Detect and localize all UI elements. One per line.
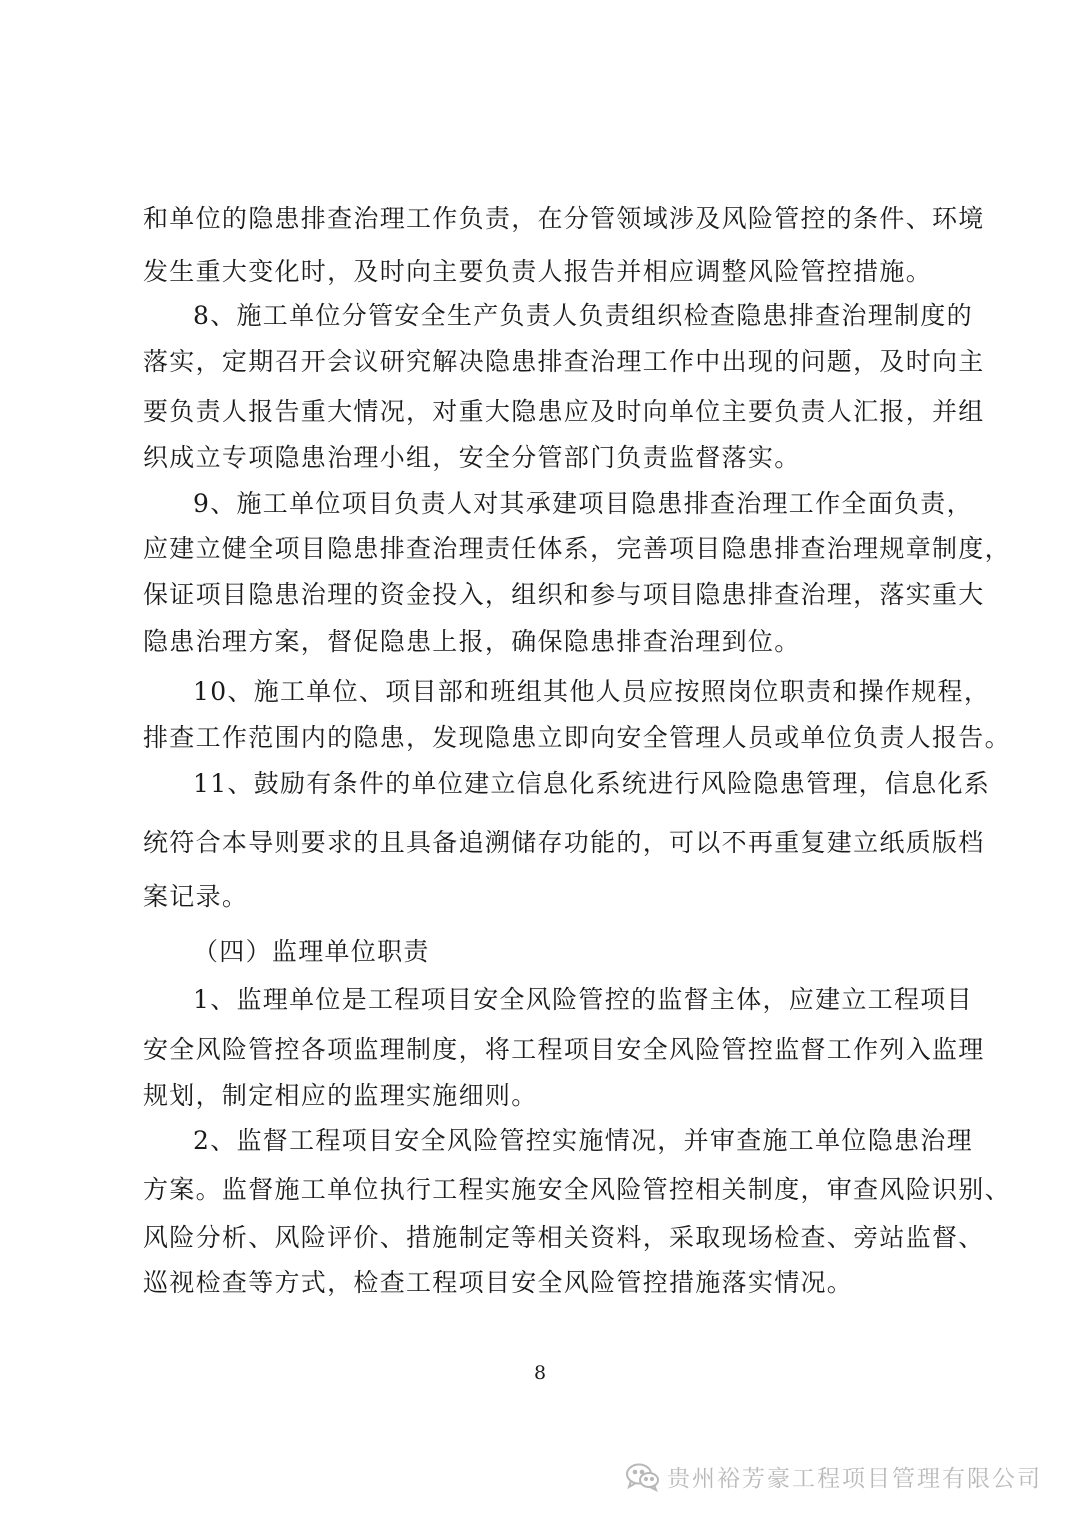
text-line: 9、施工单位项目负责人对其承建项目隐患排查治理工作全面负责，	[193, 489, 973, 518]
text-line: 和单位的隐患排查治理工作负责，在分管领域涉及风险管控的条件、环境	[143, 204, 985, 233]
text-line: 方案。监督施工单位执行工程实施安全风险管控相关制度，审查风险识别、	[143, 1175, 1011, 1204]
text-line: 发生重大变化时，及时向主要负责人报告并相应调整风险管控措施。	[143, 257, 933, 286]
text-line: 隐患治理方案，督促隐患上报，确保隐患排查治理到位。	[143, 627, 801, 656]
text-line: 案记录。	[143, 882, 249, 911]
text-line: 排查工作范围内的隐患，发现隐患立即向安全管理人员或单位负责人报告。	[143, 723, 1011, 752]
text-line: 落实，定期召开会议研究解决隐患排查治理工作中出现的问题，及时向主	[143, 347, 985, 376]
section-heading: （四）监理单位职责	[193, 937, 430, 966]
text-line: 应建立健全项目隐患排查治理责任体系，完善项目隐患排查治理规章制度，	[143, 534, 1011, 563]
watermark-text: 贵州裕芳豪工程项目管理有限公司	[667, 1466, 1042, 1492]
watermark	[625, 1460, 1042, 1493]
text-line: 要负责人报告重大情况，对重大隐患应及时向单位主要负责人汇报，并组	[143, 397, 985, 426]
wechat-icon	[625, 1462, 661, 1492]
text-line: 规划，制定相应的监理实施细则。	[143, 1081, 538, 1110]
text-line: 1、监理单位是工程项目安全风险管控的监督主体，应建立工程项目	[193, 985, 973, 1014]
text-line: 保证项目隐患治理的资金投入，组织和参与项目隐患排查治理，落实重大	[143, 580, 985, 609]
page-number: 8	[533, 1362, 547, 1384]
text-line: 安全风险管控各项监理制度，将工程项目安全风险管控监督工作列入监理	[143, 1035, 985, 1064]
text-line: 11、鼓励有条件的单位建立信息化系统进行风险隐患管理，信息化系	[193, 769, 991, 798]
text-line: 风险分析、风险评价、措施制定等相关资料，采取现场检查、旁站监督、	[143, 1223, 985, 1252]
text-line: 2、监督工程项目安全风险管控实施情况，并审查施工单位隐患治理	[193, 1126, 973, 1155]
text-line: 10、施工单位、项目部和班组其他人员应按照岗位职责和操作规程，	[193, 677, 991, 706]
text-line: 统符合本导则要求的且具备追溯储存功能的，可以不再重复建立纸质版档	[143, 828, 985, 857]
text-line: 巡视检查等方式，检查工程项目安全风险管控措施落实情况。	[143, 1268, 854, 1297]
text-line: 织成立专项隐患治理小组，安全分管部门负责监督落实。	[143, 443, 801, 472]
text-line: 8、施工单位分管安全生产负责人负责组织检查隐患排查治理制度的	[193, 301, 973, 330]
